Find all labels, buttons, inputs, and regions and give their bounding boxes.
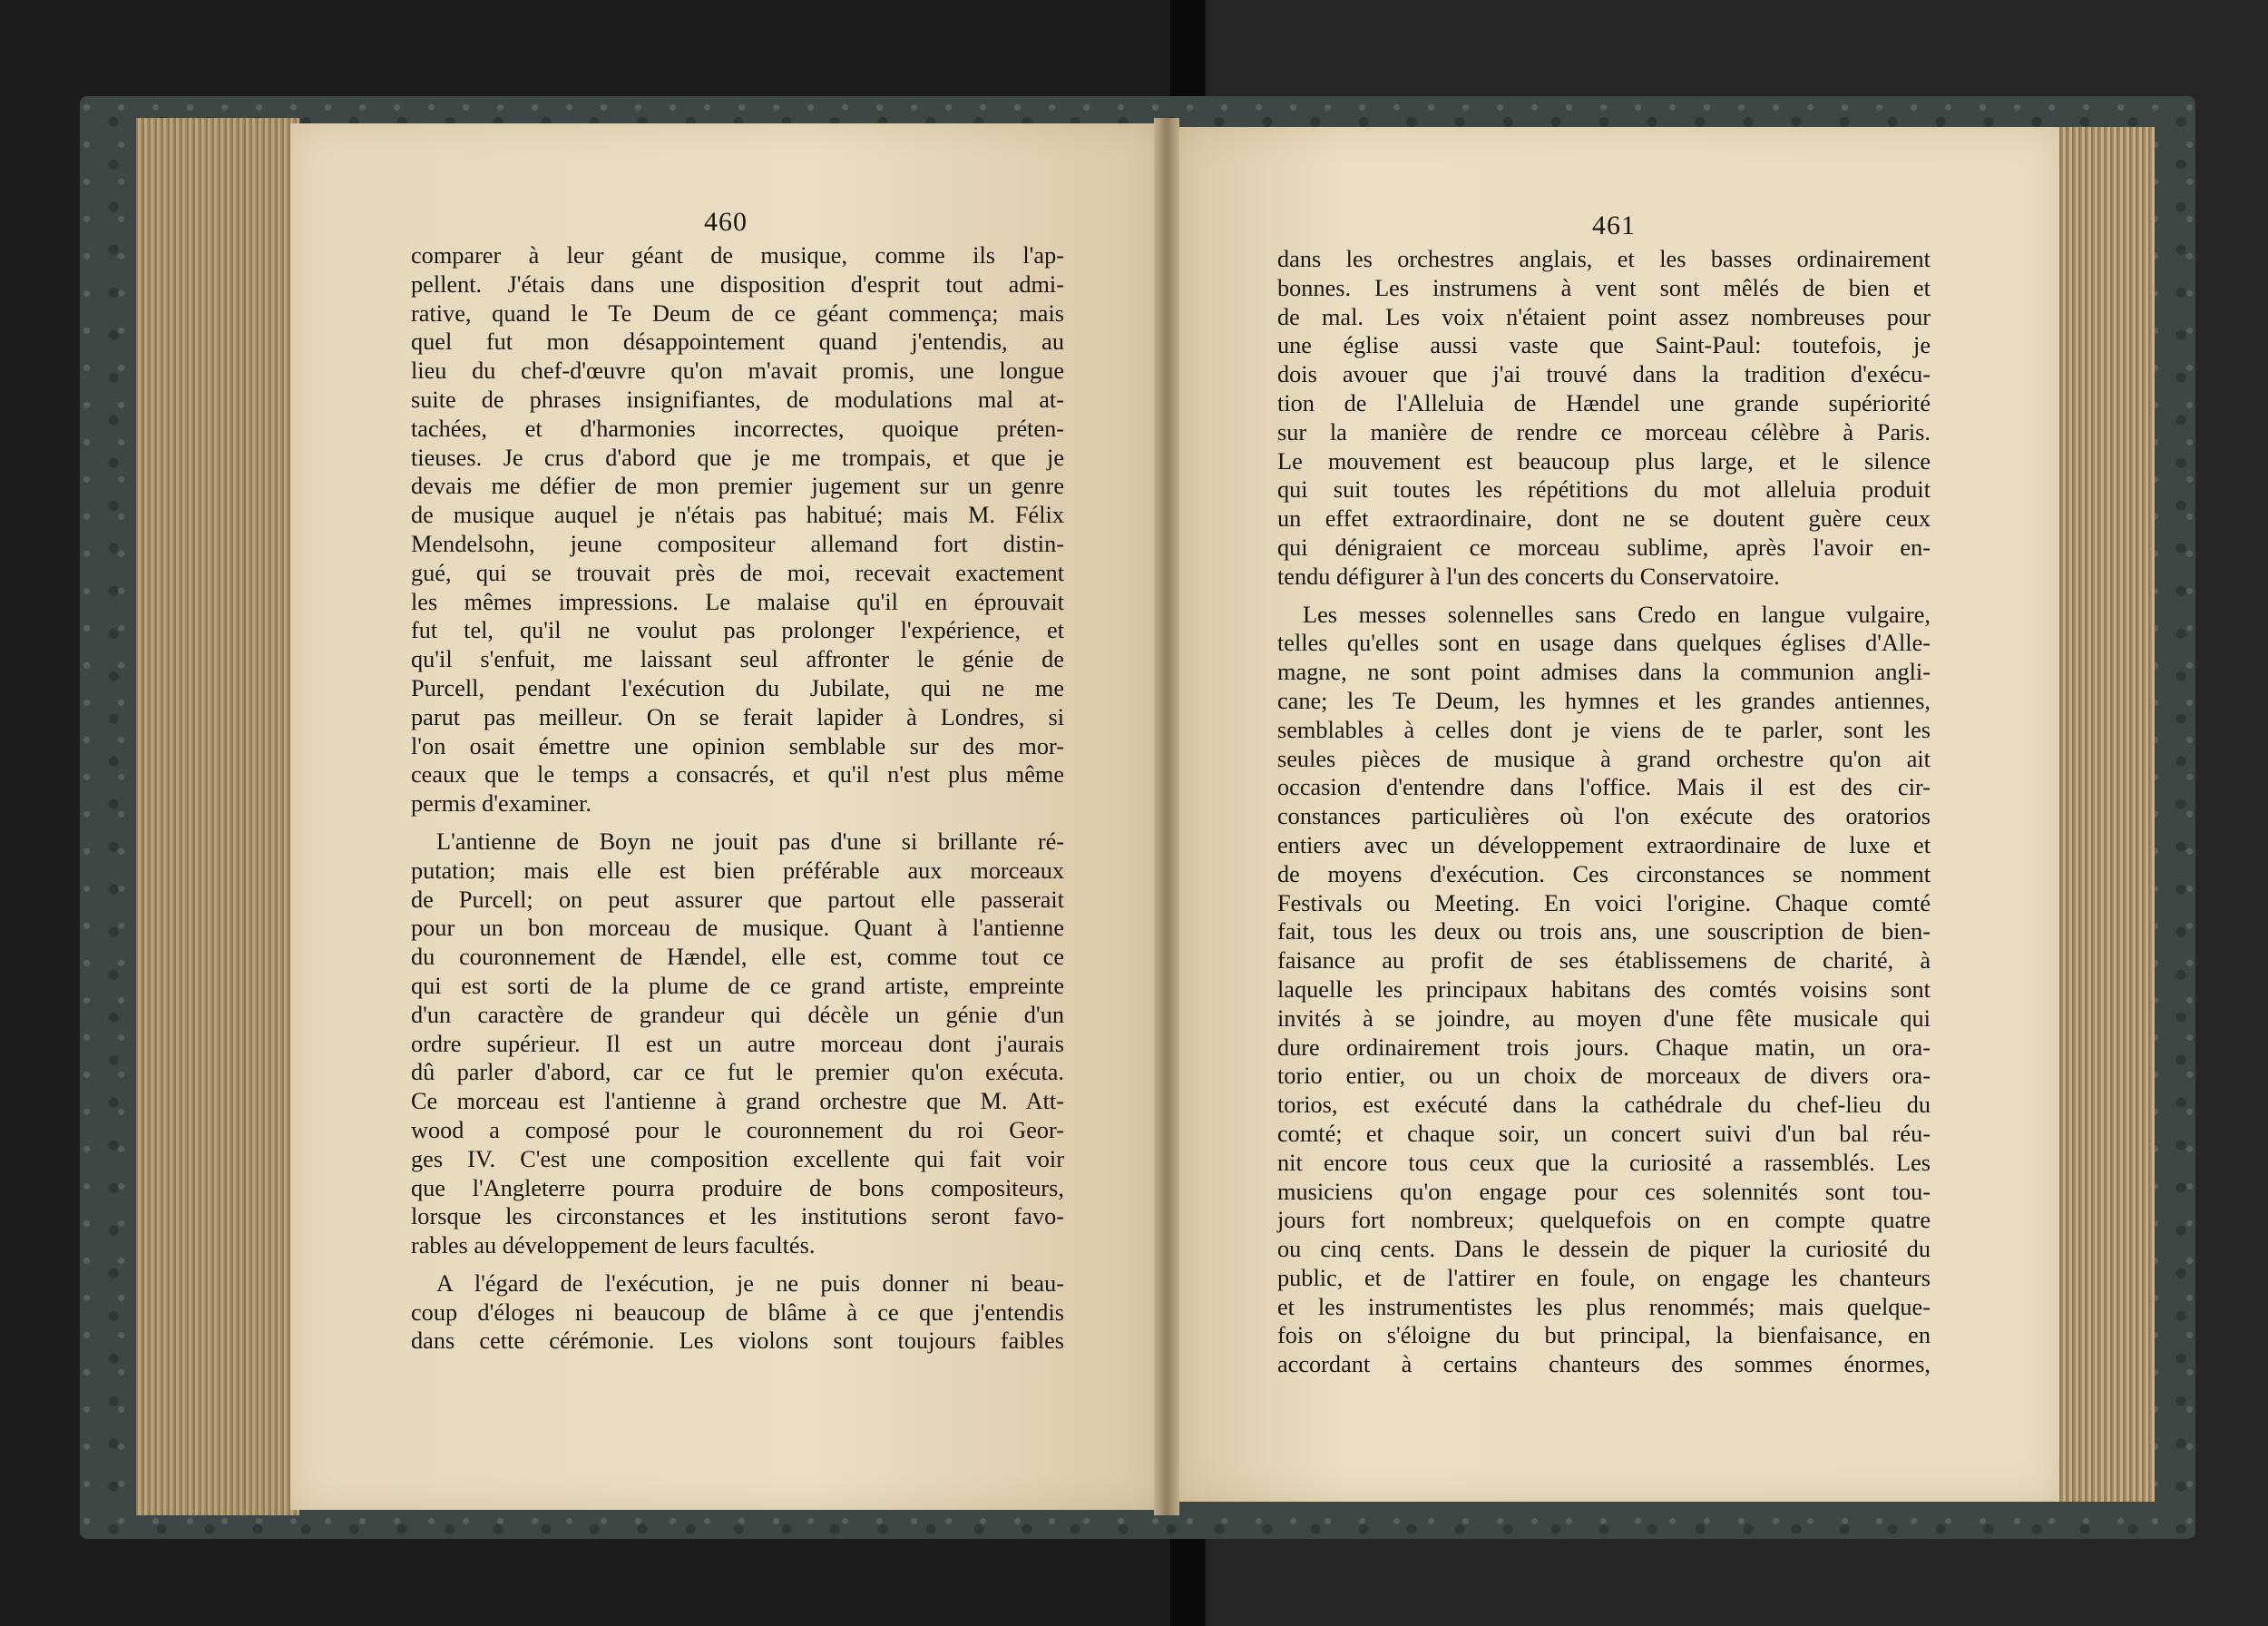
text-line: nit encore tous ceux que la curiosité a rassemblés. Les xyxy=(1277,1149,1931,1176)
text-line: bonnes. Les instrumens à vent sont mêlés de bien et xyxy=(1277,274,1931,301)
text-line: dois avouer que j'ai trouvé dans la tradition d'exécu- xyxy=(1277,361,1931,388)
text-line: public, et de l'attirer en foule, on engage les chanteurs xyxy=(1277,1264,1931,1291)
text-line: dans cette cérémonie. Les violons sont toujours faibles xyxy=(411,1327,1064,1355)
text-line: devais me défier de mon premier jugement sur un genre xyxy=(411,473,1064,500)
text-line: invités à se joindre, au moyen d'une fête musicale qui xyxy=(1277,1004,1931,1032)
text-line: qui suit toutes les répétitions du mot alleluia produit xyxy=(1277,476,1931,504)
text-line: les mêmes impressions. Le malaise qu'il en éprouvait xyxy=(411,588,1064,615)
text-line: pellent. J'étais dans une disposition d'esprit tout admi- xyxy=(411,270,1064,298)
text-line: qu'il s'enfuit, me laissant seul affronter le génie de xyxy=(411,646,1064,673)
text-line: que l'Angleterre pourra produire de bons compositeurs, xyxy=(411,1174,1064,1201)
text-line: dû parler d'abord, car ce fut le premier qu'on exécuta. xyxy=(411,1059,1064,1086)
text-line: accordant à certains chanteurs des sommes énormes, xyxy=(1277,1351,1931,1378)
text-line: ges IV. C'est une composition excellente qui fait voir xyxy=(411,1145,1064,1172)
text-line: wood a composé pour le couronnement du roi Geor- xyxy=(411,1116,1064,1143)
text-line: du couronnement de Hændel, elle est, comme tout ce xyxy=(411,944,1064,971)
text-line: dure ordinairement trois jours. Chaque matin, un ora- xyxy=(1277,1033,1931,1061)
text-line: dans les orchestres anglais, et les basses ordinairement xyxy=(1277,246,1931,272)
text-line: suite de phrases insignifiantes, de modulations mal at- xyxy=(411,386,1064,413)
page-edges-left xyxy=(136,118,299,1515)
page-number-right: 461 xyxy=(1592,211,1636,240)
left-page-text xyxy=(411,241,1064,1356)
text-line: Le mouvement est beaucoup plus large, et le silence xyxy=(1277,447,1931,475)
text-line: tieuses. Je crus d'abord que je me trompais, et que je xyxy=(411,444,1064,471)
text-line: et les instrumentistes les plus renommés; mais quelque- xyxy=(1277,1293,1931,1320)
paragraph-gap xyxy=(411,1260,1064,1269)
text-line: magne, ne sont point admises dans la communion angli- xyxy=(1277,659,1931,686)
text-line: ordre supérieur. Il est un autre morceau dont j'aurais xyxy=(411,1030,1064,1057)
text-line: constances particulières où l'on exécute des oratorios xyxy=(1277,803,1931,830)
text-line: laquelle les principaux habitans des comtés voisins sont xyxy=(1277,975,1931,1003)
text-line: occasion d'entendre dans l'office. Mais il est des cir- xyxy=(1277,774,1931,801)
text-line: comté; et chaque soir, un concert suivi d'un bal réu- xyxy=(1277,1120,1931,1147)
text-line: gué, qui se trouvait près de moi, recevait exactement xyxy=(411,559,1064,586)
text-line: torios, est exécuté dans la cathédrale du chef-lieu du xyxy=(1277,1092,1931,1119)
text-line: Mendelsohn, jeune compositeur allemand fort distin- xyxy=(411,530,1064,557)
text-line: fut tel, qu'il ne voulut pas prolonger l'expérience, et xyxy=(411,617,1064,644)
text-line: pour un bon morceau de musique. Quant à l'antienne xyxy=(411,915,1064,942)
text-line: Purcell, pendant l'exécution du Jubilate, qui ne me xyxy=(411,674,1064,701)
text-line: un effet extraordinaire, dont ne se doutent guère ceux xyxy=(1277,505,1931,533)
text-line: faisance au profit de ses établissemens de charité, à xyxy=(1277,947,1931,975)
page-edges-right xyxy=(2055,127,2155,1502)
text-line: fait, tous les deux ou trois ans, une souscription de bien- xyxy=(1277,918,1931,945)
text-line: ou cinq cents. Dans le dessein de piquer la curiosité du xyxy=(1277,1236,1931,1263)
paragraph-gap xyxy=(411,818,1064,828)
text-line: quel fut mon désappointement quand j'entendis, au xyxy=(411,328,1064,356)
text-line: Ce morceau est l'antienne à grand orchestre que M. Att- xyxy=(411,1088,1064,1115)
text-line: seules pièces de musique à grand orchestre qu'on ait xyxy=(1277,745,1931,772)
book-gutter xyxy=(1154,118,1179,1515)
text-line: comparer à leur géant de musique, comme ils l'ap- xyxy=(411,242,1064,269)
text-line: cane; les Te Deum, les hymnes et les grandes antiennes, xyxy=(1277,687,1931,714)
text-line: jours fort nombreux; quelquefois on en compte quatre xyxy=(1277,1207,1931,1234)
text-line: lieu du chef-d'œuvre qu'on m'avait promis, une longue xyxy=(411,358,1064,385)
text-line: musiciens qu'on engage pour ces solennités sont tou- xyxy=(1277,1178,1931,1205)
text-line: qui dénigraient ce morceau sublime, après l'avoir en- xyxy=(1277,534,1931,561)
right-page xyxy=(1168,127,2059,1502)
text-line: putation; mais elle est bien préférable aux morceaux xyxy=(411,857,1064,884)
page-number-left: 460 xyxy=(704,207,748,237)
left-page xyxy=(290,123,1161,1510)
text-line: sur la manière de rendre ce morceau célèbre à Paris. xyxy=(1277,418,1931,446)
text-line: une église aussi vaste que Saint-Paul: toutefois, je xyxy=(1277,332,1931,359)
text-line: fois on s'éloigne du but principal, la bienfaisance, en xyxy=(1277,1322,1931,1349)
text-line: lorsque les circonstances et les institutions seront favo- xyxy=(411,1203,1064,1230)
text-line: permis d'examiner. xyxy=(411,790,591,818)
right-page-text xyxy=(1277,245,1931,1379)
text-line: ceaux que le temps a consacrés, et qu'il n'est plus même xyxy=(411,761,1064,789)
text-line: L'antienne de Boyn ne jouit pas d'une si brillante ré- xyxy=(436,828,1064,855)
text-line: l'on osait émettre une opinion semblable sur des mor- xyxy=(411,732,1064,759)
text-line: semblables à celles dont je viens de te parler, sont les xyxy=(1277,716,1931,743)
text-line: de moyens d'exécution. Ces circonstances se nomment xyxy=(1277,860,1931,887)
text-line: Les messes solennelles sans Credo en langue vulgaire, xyxy=(1303,601,1931,628)
text-line: A l'égard de l'exécution, je ne puis donner ni beau- xyxy=(436,1269,1064,1297)
text-line: de musique auquel je n'étais pas habitué; mais M. Félix xyxy=(411,502,1064,529)
text-line: qui est sorti de la plume de ce grand artiste, empreinte xyxy=(411,972,1064,999)
text-line: parut pas meilleur. On se ferait lapider à Londres, si xyxy=(411,703,1064,730)
paragraph-gap xyxy=(1277,592,1931,601)
text-line: torio entier, ou un choix de morceaux de divers ora- xyxy=(1277,1063,1931,1090)
text-line: rables au développement de leurs facultés. xyxy=(411,1232,816,1259)
text-line: tachées, et d'harmonies incorrectes, quoique préten- xyxy=(411,415,1064,442)
text-line: de Purcell; on peut assurer que partout elle passerait xyxy=(411,886,1064,913)
text-line: de mal. Les voix n'étaient point assez nombreuses pour xyxy=(1277,303,1931,330)
text-line: entiers avec un développement extraordinaire de luxe et xyxy=(1277,831,1931,858)
text-line: telles qu'elles sont en usage dans quelques églises d'Alle- xyxy=(1277,630,1931,657)
text-line: d'un caractère de grandeur qui décèle un génie d'un xyxy=(411,1001,1064,1028)
text-line: coup d'éloges ni beaucoup de blâme à ce que j'entendis xyxy=(411,1298,1064,1326)
text-line: Festivals ou Meeting. En voici l'origine. Chaque comté xyxy=(1277,889,1931,916)
text-line: tendu défigurer à l'un des concerts du Conservatoire. xyxy=(1277,563,1780,590)
text-line: tion de l'Alleluia de Hændel une grande supériorité xyxy=(1277,389,1931,416)
text-line: rative, quand le Te Deum de ce géant commença; mais xyxy=(411,299,1064,327)
